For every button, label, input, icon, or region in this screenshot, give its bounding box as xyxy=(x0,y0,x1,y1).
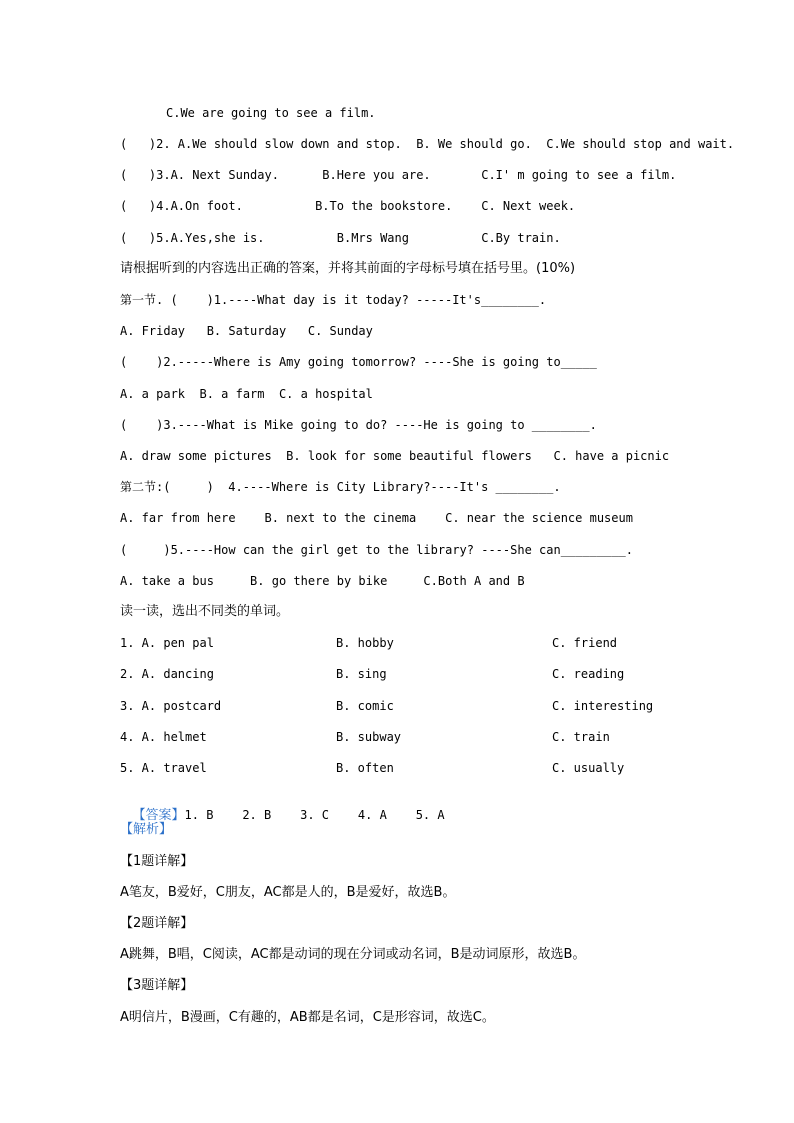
reading-row-1-c: C. friend xyxy=(552,636,618,650)
reading-row-5-b: B. often xyxy=(336,761,394,775)
reading-row-4-b: B. subway xyxy=(336,730,402,744)
reading-row-2-a: 2. A. dancing xyxy=(120,667,214,681)
detail-1-label: 【1题详解】 xyxy=(120,854,194,869)
reading-row-5-a: 5. A. travel xyxy=(120,761,207,775)
detail-3-label: 【3题详解】 xyxy=(120,978,194,993)
analysis-label: 【解析】 xyxy=(120,822,173,837)
question-3: ( )3.A. Next Sunday. B.Here you are. C.I' m going to see a film. xyxy=(120,168,677,182)
listen-question-4: 第二节:( ) 4.----Where is City Library?----It's ________. xyxy=(120,480,561,494)
listen-question-2: ( )2.-----Where is Amy going tomorrow? ----She is going to_____ xyxy=(120,355,597,369)
reading-row-3-a: 3. A. postcard xyxy=(120,699,222,713)
reading-row-5-c: C. usually xyxy=(552,761,625,775)
reading-row-4-c: C. train xyxy=(552,730,610,744)
section-instruction: 请根据听到的内容选出正确的答案，并将其前面的字母标号填在括号里。(10%) xyxy=(120,261,576,276)
question-5: ( )5.A.Yes,she is. B.Mrs Wang C.By train. xyxy=(120,231,561,245)
reading-row-3-c: C. interesting xyxy=(552,699,654,713)
detail-2-text: A跳舞，B唱，C阅读，AC都是动词的现在分词或动名词，B是动词原形，故选B。 xyxy=(120,947,586,962)
reading-row-4-a: 4. A. helmet xyxy=(120,730,207,744)
reading-row-1-b: B. hobby xyxy=(336,636,394,650)
listen-question-3-options: A. draw some pictures B. look for some beautiful flowers C. have a picnic xyxy=(120,449,670,463)
detail-3-text: A明信片，B漫画，C有趣的，AB都是名词，C是形容词，故选C。 xyxy=(120,1010,495,1025)
listen-question-1-options: A. Friday B. Saturday C. Sunday xyxy=(120,324,373,338)
reading-row-2-b: B. sing xyxy=(336,667,387,681)
listen-question-3: ( )3.----What is Mike going to do? ----He is going to ________. xyxy=(120,418,597,432)
reading-row-1-a: 1. A. pen pal xyxy=(120,636,214,650)
answer-label: 【答案】 xyxy=(132,808,185,823)
reading-row-3-b: B. comic xyxy=(336,699,394,713)
listen-question-1: 第一节. ( )1.----What day is it today? -----It's________. xyxy=(120,293,547,307)
detail-1-text: A笔友，B爱好，C朋友，AC都是人的，B是爱好，故选B。 xyxy=(120,885,456,900)
question-2: ( )2. A.We should slow down and stop. B. We should go. C.We should stop and wait. xyxy=(120,137,735,151)
listen-question-2-options: A. a park B. a farm C. a hospital xyxy=(120,387,373,401)
detail-2-label: 【2题详解】 xyxy=(120,916,194,931)
q1-option-c: C.We are going to see a film. xyxy=(166,106,376,120)
question-4: ( )4.A.On foot. B.To the bookstore. C. Next week. xyxy=(120,199,576,213)
listen-question-5: ( )5.----How can the girl get to the library? ----She can_________. xyxy=(120,543,633,557)
listen-question-5-options: A. take a bus B. go there by bike C.Both A and B xyxy=(120,574,525,588)
answer-text: 1. B 2. B 3. C 4. A 5. A xyxy=(184,808,445,822)
reading-title: 读一读，选出不同类的单词。 xyxy=(120,604,290,619)
reading-row-2-c: C. reading xyxy=(552,667,625,681)
listen-question-4-options: A. far from here B. next to the cinema C. near the science museum xyxy=(120,511,633,525)
